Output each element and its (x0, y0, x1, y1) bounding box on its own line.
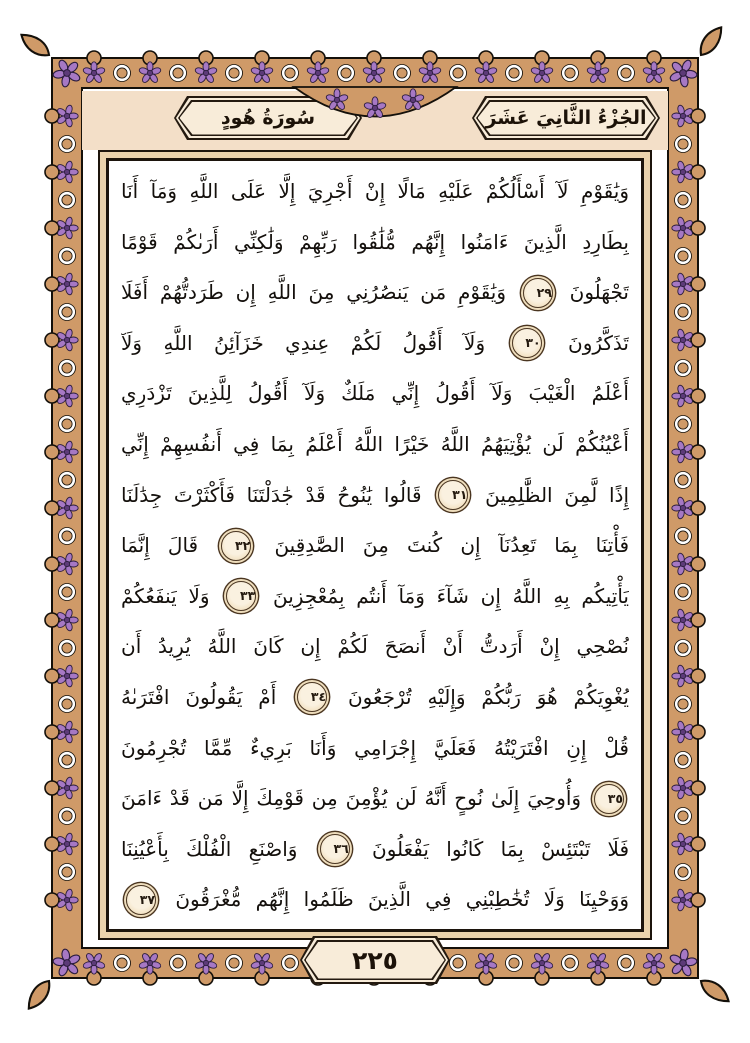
ayah-marker: ٣٧ (126, 885, 156, 915)
quran-line (121, 621, 629, 672)
bump-ornament (691, 221, 705, 235)
quran-line (121, 318, 629, 369)
quran-line (121, 419, 629, 470)
frame-inner (106, 158, 644, 932)
bump-ornament (691, 501, 705, 515)
quran-line (121, 520, 629, 571)
bump-ornament (691, 557, 705, 571)
quran-text: أَعْيُنُكُمْ لَن يُؤْتِيَهُمُ اللَّهُ خَيْرًا اللَّهُ أَعْلَمُ بِمَا فِي أَنفُسِهِمْ إِنِّي (121, 431, 629, 456)
quran-text: بِطَارِدِ الَّذِينَ ءَامَنُوا إِنَّهُم مُّلَٰقُوا رَبِّهِمْ وَلَٰكِنِّي أَرَىٰكُمْ قَوْمًا (121, 229, 629, 254)
bump-ornament (45, 557, 59, 571)
quran-line (121, 874, 629, 925)
surah-label: سُورَةُ هُودٍ (220, 107, 316, 129)
quran-text: أَعْلَمُ الْغَيْبَ وَلَآ أَقُولُ إِنِّي مَلَكٌ وَلَآ أَقُولُ لِلَّذِينَ تَزْدَرِي (121, 381, 629, 406)
bump-ornament (45, 389, 59, 403)
quran-text: أَمْ يَقُولُونَ افْتَرَىٰهُ (121, 684, 277, 709)
page-number-cartouche (300, 936, 450, 984)
bump-ornament (691, 277, 705, 291)
quran-text-block (109, 161, 641, 929)
quran-text: قَالُوا يَٰنُوحُ قَدْ جَٰدَلْتَنَا فَأَكْثَرْتَ جِدَٰلَنَا (121, 482, 422, 507)
bump-ornament (691, 725, 705, 739)
bump-ornament (691, 333, 705, 347)
bump-ornament (45, 613, 59, 627)
ayah-marker: ٣٣ (226, 581, 256, 611)
quran-text: يَأْتِيكُم بِهِ اللَّهُ إِن شَآءَ وَمَآ أَنتُم بِمُعْجِزِينَ (273, 583, 629, 608)
frame-gap (100, 152, 650, 938)
quran-line (121, 723, 629, 774)
quran-line (121, 368, 629, 419)
bump-ornament (45, 725, 59, 739)
cornerleaf-ornament (22, 978, 56, 1012)
bump-ornament (45, 109, 59, 123)
quran-text: نُصْحِي إِنْ أَرَدتُّ أَنْ أَنصَحَ لَكُمْ إِن كَانَ اللَّهُ يُرِيدُ أَن (121, 634, 629, 659)
bump-ornament (45, 669, 59, 683)
bump-ornament (45, 165, 59, 179)
bump-ornament (691, 669, 705, 683)
quran-line (121, 824, 629, 875)
quran-text: فَأْتِنَا بِمَا تَعِدُنَآ إِن كُنتَ مِنَ الصَّٰدِقِينَ (274, 533, 629, 558)
juz-cartouche (472, 96, 660, 140)
quran-line (121, 672, 629, 723)
juz-label: الجُزْءُ الثَّانِيَ عَشَرَ (485, 107, 647, 129)
quran-text: وَلَا يَنفَعُكُمْ (121, 583, 210, 608)
cornerleaf-ornament (698, 974, 732, 1008)
top-center-ornament (290, 84, 460, 134)
bump-ornament (45, 837, 59, 851)
quran-text: إِذًا لَّمِنَ الظَّٰلِمِينَ (485, 482, 629, 507)
cornerleaf-ornament (18, 28, 52, 62)
bump-ornament (691, 893, 705, 907)
bump-ornament (691, 445, 705, 459)
bump-ornament (45, 333, 59, 347)
quran-text: قُلْ إِنِ افْتَرَيْتُهُ فَعَلَيَّ إِجْرَامِي وَأَنَا بَرِيءٌ مِّمَّا تُجْرِمُونَ (121, 735, 629, 760)
bump-ornament (691, 837, 705, 851)
bump-ornament (691, 109, 705, 123)
quran-text: تَذَكَّرُونَ (568, 330, 629, 355)
page-number: ٢٢٥ (352, 945, 398, 975)
ayah-marker: ٣١ (438, 480, 468, 510)
quran-text: قَالَ إِنَّمَا (121, 533, 199, 558)
quran-line (121, 217, 629, 268)
quran-text: تَجْهَلُونَ (569, 280, 629, 305)
ayah-marker: ٣٠ (512, 328, 542, 358)
quran-line (121, 773, 629, 824)
quran-text: فَلَا تَبْتَئِسْ بِمَا كَانُوا يَفْعَلُونَ (372, 836, 629, 861)
quran-text: وَلَآ أَقُولُ لَكُمْ عِندِي خَزَآئِنُ اللَّهِ وَلَآ (121, 330, 486, 355)
bump-ornament (45, 781, 59, 795)
quran-text: وَوَحْيِنَا وَلَا تُخَٰطِبْنِي فِي الَّذِينَ ظَلَمُوا إِنَّهُم مُّغْرَقُونَ (175, 887, 629, 912)
ayah-marker: ٢٩ (523, 278, 553, 308)
bump-ornament (45, 501, 59, 515)
cornerleaf-ornament (694, 24, 728, 58)
quran-text: وَأُوحِيَ إِلَىٰ نُوحٍ أَنَّهُ لَن يُؤْمِنَ مِن قَوْمِكَ إِلَّا مَن قَدْ ءَامَنَ (121, 786, 582, 811)
quran-line (121, 166, 629, 217)
quran-line (121, 267, 629, 318)
bump-ornament (45, 221, 59, 235)
quran-text: وَاصْنَعِ الْفُلْكَ بِأَعْيُنِنَا (121, 836, 298, 861)
bump-ornament (45, 445, 59, 459)
quran-line (121, 571, 629, 622)
quran-text: يُغْوِيَكُمْ هُوَ رَبُّكُمْ وَإِلَيْهِ تُرْجَعُونَ (347, 684, 629, 709)
quran-line (121, 470, 629, 521)
text-frame (98, 150, 652, 940)
ayah-marker: ٣٢ (221, 531, 251, 561)
quran-text: وَيَٰقَوْمِ مَن يَنصُرُنِي مِنَ اللَّهِ إِن طَرَدتُّهُمْ أَفَلَا (121, 280, 507, 305)
bump-ornament (45, 277, 59, 291)
ayah-marker: ٣٦ (320, 834, 350, 864)
ayah-marker: ٣٥ (594, 784, 624, 814)
bump-ornament (691, 781, 705, 795)
bump-ornament (45, 893, 59, 907)
quran-text: وَيَٰقَوْمِ لَآ أَسْأَلُكُمْ عَلَيْهِ مَالًا إِنْ أَجْرِيَ إِلَّا عَلَى اللَّهِ وَمَآ أَنَا (121, 179, 629, 203)
bump-ornament (691, 613, 705, 627)
ayah-marker: ٣٤ (297, 682, 327, 712)
bump-ornament (691, 165, 705, 179)
bump-ornament (691, 389, 705, 403)
